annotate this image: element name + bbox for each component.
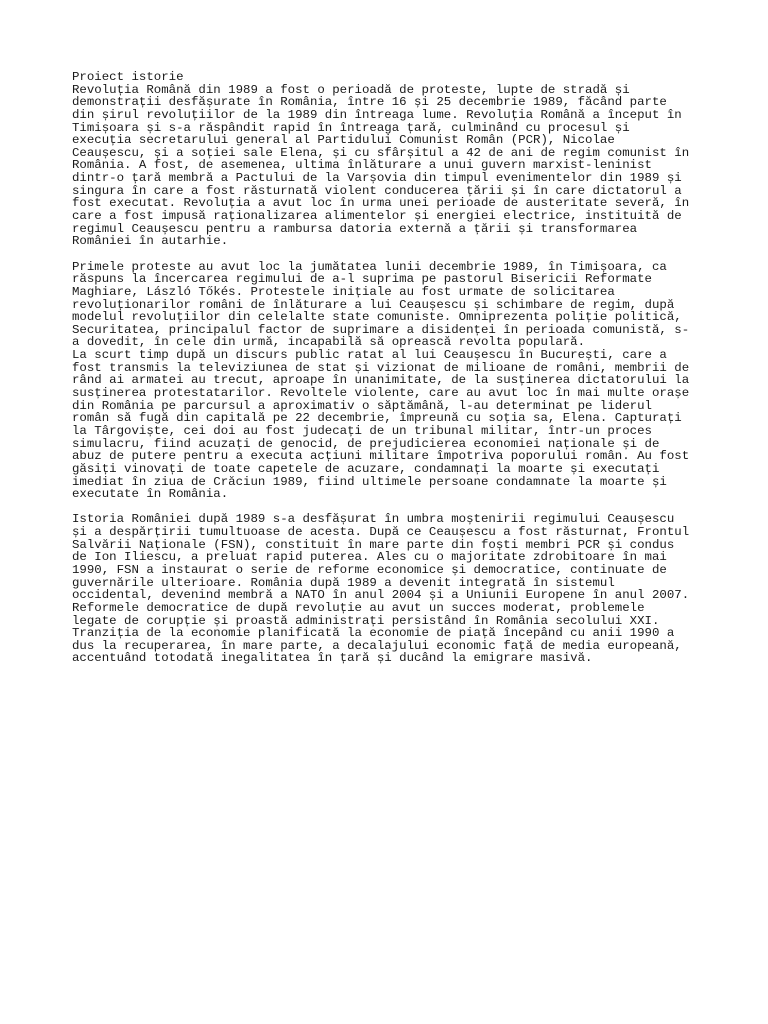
text-line: La scurt timp după un discurs public ratat al lui Ceaușescu în București, care a <box>72 348 667 363</box>
paragraph-2 <box>72 261 700 501</box>
text-line: fost executat. Revoluția a avut loc în urma unei perioade de austeritate severă, în <box>72 196 690 211</box>
text-line: simulacru, fiind acuzați de genocid, de prejudicierea economiei naționale și de <box>72 436 660 451</box>
text-line: demonstrații desfășurate în România, între 16 și 25 decembrie 1989, făcând parte <box>72 95 667 110</box>
text-line: Reformele democratice de după revoluție au avut un succes moderat, problemele <box>72 600 645 615</box>
text-line: fost transmis la televiziunea de stat și vizionat de milioane de români, membrii de <box>72 360 690 375</box>
text-line: accentuând totodată inegalitatea în țară și ducând la emigrare masivă. <box>72 651 593 666</box>
document-title: Proiect istorie <box>72 70 184 84</box>
text-line: executate în România. <box>72 487 229 502</box>
text-line: abuz de putere pentru a executa acțiuni militare împotriva poporului român. Au fost <box>72 449 690 464</box>
text-line: imediat în ziua de Crăciun 1989, fiind ultimele persoane condamnate la moarte și <box>72 474 667 489</box>
text-line: Securitatea, principalul factor de suprimare a disidenței în perioada comunistă, s- <box>72 322 690 337</box>
text-line: România. A fost, de asemenea, ultima înlăturare a unui guvern marxist-leninist <box>72 158 652 173</box>
text-line: Ceaușescu, și a soției sale Elena, și cu sfârșitul a 42 de ani de regim comunist în <box>72 145 690 160</box>
text-line: modelul revoluțiilor din celelalte state comuniste. Omniprezenta poliție politică, <box>72 310 682 325</box>
text-line: României în autarhie. <box>72 234 229 249</box>
text-line: Timișoara și s-a răspândit rapid în întreaga țară, culminând cu procesul și <box>72 120 630 135</box>
text-line: și a despărțirii tumultuoase de acesta. După ce Ceaușescu a fost răsturnat, Frontul <box>72 525 690 540</box>
text-line: legate de corupție și proastă administrați persistând în România secolului XXI. <box>72 613 660 628</box>
text-line: regimul Ceaușescu pentru a rambursa datoria externă a țării și transformarea <box>72 221 638 236</box>
text-line: din șirul revoluțiilor de la 1989 din întreaga lume. Revoluția Română a început în <box>72 107 682 122</box>
text-line: guvernările ulterioare. România după 1989 a devenit integrată în sistemul <box>72 575 615 590</box>
text-line: dus la recuperarea, în mare parte, a decalajului economic față de media europeană, <box>72 638 682 653</box>
document-page <box>72 71 700 665</box>
text-line: Salvării Naționale (FSN), constituit în mare parte din foști membri PCR și condus <box>72 537 675 552</box>
text-line: răspuns la încercarea regimului de a-l suprima pe pastorul Bisericii Reformate <box>72 272 652 287</box>
paragraph-3 <box>72 513 700 665</box>
text-line: Tranziția de la economie planificată la economie de piață începând cu anii 1990 a <box>72 626 675 641</box>
text-line: Revoluția Română din 1989 a fost o perioadă de proteste, lupte de stradă și <box>72 82 630 97</box>
text-line: occidental, devenind membră a NATO în anul 2004 și a Uniunii Europene în anul 2007. <box>72 588 690 603</box>
text-line: execuția secretarului general al Partidului Comunist Român (PCR), Nicolae <box>72 133 615 148</box>
text-line: Primele proteste au avut loc la jumătatea lunii decembrie 1989, în Timișoara, ca <box>72 259 667 274</box>
text-line: din România pe parcursul a aproximativ o săptămână, l-au determinat pe liderul <box>72 398 652 413</box>
text-line: român să fugă din capitală pe 22 decembrie, împreună cu soția sa, Elena. Capturați <box>72 411 682 426</box>
text-line: revoluționarilor români de înlăturare a lui Ceaușescu și schimbare de regim, după <box>72 297 675 312</box>
text-line: dintr-o țară membră a Pactului de la Varșovia din timpul evenimentelor din 1989 și <box>72 171 682 186</box>
text-line: susținerea protestatarilor. Revoltele violente, care au avut loc în mai multe orașe <box>72 386 690 401</box>
text-line: de Ion Iliescu, a preluat rapid puterea. Ales cu o majoritate zdrobitoare în mai <box>72 550 667 565</box>
text-line: Maghiare, László Tőkés. Protestele inițiale au fost urmate de solicitarea <box>72 284 615 299</box>
text-line: care a fost impusă raționalizarea alimentelor și energiei electrice, instituită de <box>72 209 682 224</box>
text-line: la Târgoviște, cei doi au fost judecați de un tribunal militar, într-un proces <box>72 423 652 438</box>
text-line: rând ai armatei au trecut, aproape în unanimitate, de la susținerea dictatorului la <box>72 373 690 388</box>
text-line: 1990, FSN a instaurat o serie de reforme economice și democratice, continuate de <box>72 562 667 577</box>
paragraph-1 <box>72 84 700 248</box>
paragraph-spacer <box>72 248 700 261</box>
text-line: a dovedit, în cele din urmă, incapabilă să oprească revolta populară. <box>72 335 586 350</box>
text-line: singura în care a fost răsturnată violent conducerea țării și în care dictatorul a <box>72 183 682 198</box>
text-line: Istoria României după 1989 s-a desfășurat în umbra moștenirii regimului Ceaușescu <box>72 512 675 527</box>
text-line: găsiți vinovați de toate capetele de acuzare, condamnați la moarte și executați <box>72 461 660 476</box>
